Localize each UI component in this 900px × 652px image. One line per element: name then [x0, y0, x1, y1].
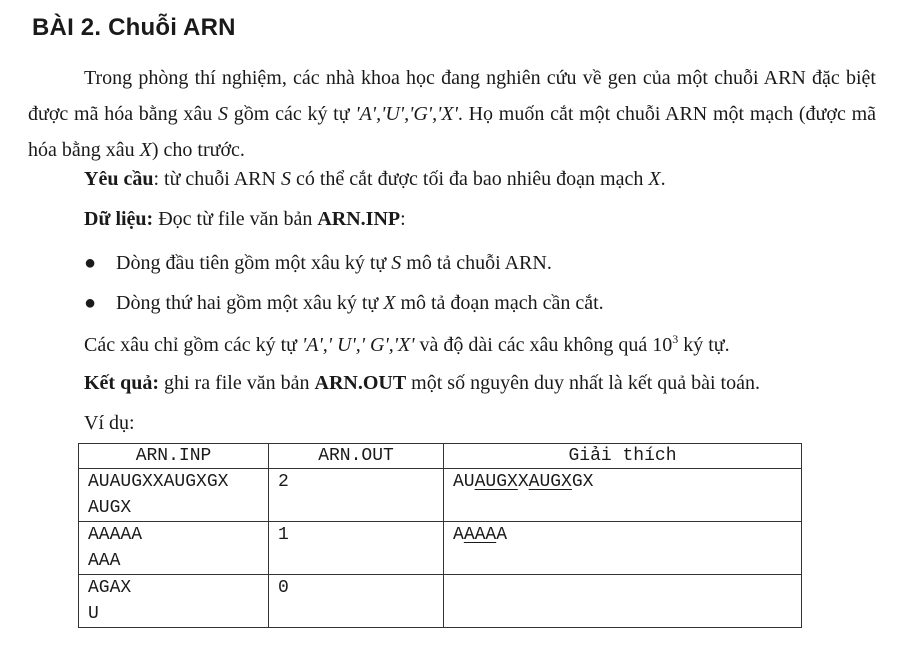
table-row [79, 469, 802, 522]
intro-paragraph: Trong phòng thí nghiệm, các nhà khoa học đang nghiên cứu về gen của một chuỗi ARN đặc biệt được mã hóa bằng xâu S gồm các ký tự 'A','U','G','X'. Họ muốn cắt một chuỗi ARN một mạch (được mã hóa bằng xâu X) cho trước. [28, 67, 877, 161]
explanation-cell [444, 575, 802, 628]
output-line: Kết quả: ghi ra file văn bản ARN.OUT một số nguyên duy nhất là kết quả bài toán. [84, 372, 760, 394]
bullet-item: ● Dòng thứ hai gồm một xâu ký tự X mô tả đoạn mạch cần cắt. [84, 292, 604, 314]
bullet-icon: ● [84, 292, 97, 314]
table-row [79, 522, 802, 575]
requirement-line: Yêu cầu: từ chuỗi ARN S có thể cắt được tối đa bao nhiêu đoạn mạch X. [84, 168, 666, 190]
input-cell: AUAUGXXAUGXGX AUGX [79, 469, 269, 522]
explanation-cell: AUAUGXXAUGXGX [444, 469, 802, 522]
constraint-line: Các xâu chỉ gồm các ký tự 'A',' U',' G','X' và độ dài các xâu không quá $10^3$ ký tự. [84, 332, 730, 356]
output-cell: 0 [269, 575, 444, 628]
input-cell: AGAX U [79, 575, 269, 628]
table-row [79, 575, 802, 628]
output-cell: 1 [269, 522, 444, 575]
input-line: Dữ liệu: Đọc từ file văn bản ARN.INP: [84, 208, 406, 230]
example-label: Ví dụ: [84, 412, 135, 434]
table-header-row [79, 444, 802, 469]
table-header: ARN.OUT [269, 444, 444, 469]
example-table [78, 443, 802, 628]
page-title: BÀI 2. Chuỗi ARN [32, 14, 236, 41]
bullet-item: ● Dòng đầu tiên gồm một xâu ký tự S mô tả chuỗi ARN. [84, 252, 552, 274]
explanation-cell: AAAAA [444, 522, 802, 575]
output-cell: 2 [269, 469, 444, 522]
input-cell: AAAAA AAA [79, 522, 269, 575]
table-header: Giải thích [444, 444, 802, 469]
table-header: ARN.INP [79, 444, 269, 469]
bullet-icon: ● [84, 252, 97, 274]
